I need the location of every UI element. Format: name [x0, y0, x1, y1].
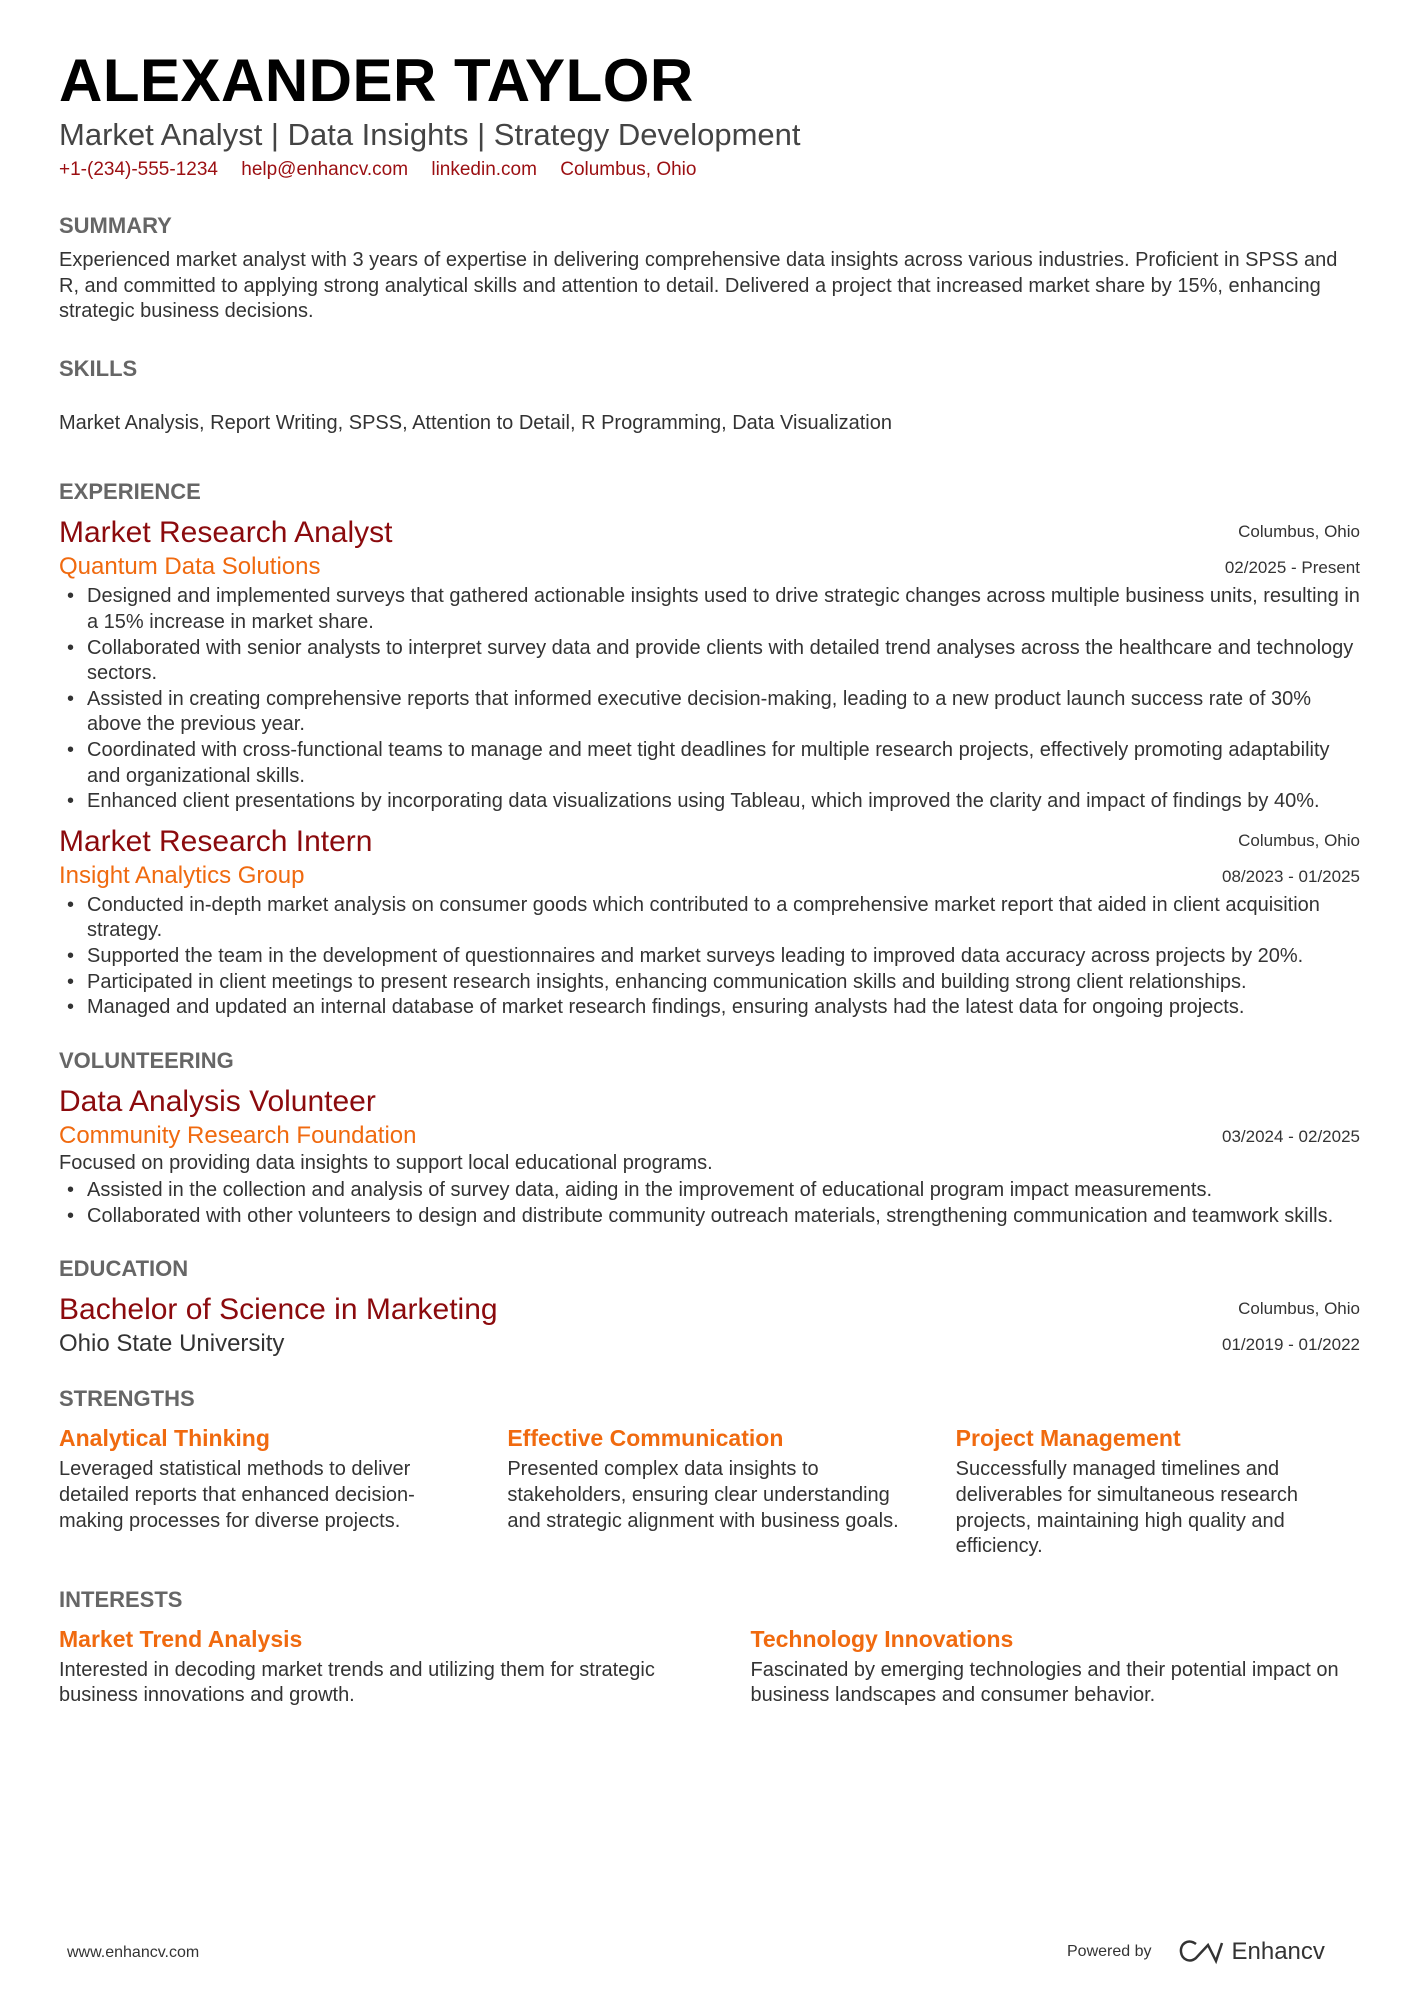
- strength-title: Project Management: [955, 1425, 1181, 1452]
- strength-text: Presented complex data insights to stakeholders, ensuring clear understanding and strategic alignment with business goals.: [507, 1458, 899, 1532]
- education-entry: [59, 1291, 1360, 1359]
- job-bullets: [59, 584, 1360, 814]
- school: Ohio State University: [59, 1330, 285, 1358]
- strength-title: Effective Communication: [507, 1425, 784, 1452]
- bullet: • Enhanced client presentations by incorporating data visualizations using Tableau, which improved the clarity and impact of findings by 40%.: [59, 789, 1360, 815]
- section-heading-strengths: STRENGTHS: [59, 1386, 195, 1412]
- job-bullets: [59, 893, 1360, 1021]
- job-location: Columbus, Ohio: [1238, 522, 1360, 542]
- bullet: • Assisted in the collection and analysis of survey data, aiding in the improvement of educational program impact measurements.: [59, 1178, 1360, 1204]
- volunteer-entry: [59, 1083, 1360, 1230]
- job-entry: [59, 823, 1360, 1021]
- volunteer-dates: 03/2024 - 02/2025: [1221, 1126, 1360, 1146]
- job-title: Market Research Analyst: [59, 516, 393, 550]
- education-location: Columbus, Ohio: [1238, 1299, 1360, 1319]
- job-dates: 08/2023 - 01/2025: [1221, 866, 1360, 886]
- section-heading-volunteering: VOLUNTEERING: [59, 1047, 234, 1073]
- interest-item: [751, 1624, 1361, 1709]
- bullet: • Conducted in-depth market analysis on consumer goods which contributed to a comprehensive market report that aided in client acquisition strategy.: [59, 893, 1360, 944]
- section-heading-summary: SUMMARY: [59, 213, 172, 238]
- section-heading-interests: INTERESTS: [59, 1586, 183, 1612]
- skills-text: Market Analysis, Report Writing, SPSS, Attention to Detail, R Programming, Data Visualization: [59, 411, 892, 434]
- location: Columbus, Ohio: [560, 159, 697, 180]
- strengths-grid: [59, 1423, 1360, 1559]
- strength-text: Successfully managed timelines and deliverables for simultaneous research projects, maintaining high quality and efficiency.: [955, 1458, 1299, 1558]
- phone[interactable]: +1-(234)-555-1234: [59, 159, 218, 180]
- job-title: Market Research Intern: [59, 824, 373, 858]
- bullet: • Participated in client meetings to present research insights, enhancing communication skills and building strong client relationships.: [59, 970, 1360, 996]
- bullet: • Assisted in creating comprehensive reports that informed executive decision-making, leading to a new product launch success rate of 30% above the previous year.: [59, 687, 1360, 738]
- summary-text: Experienced market analyst with 3 years of expertise in delivering comprehensive data insights across various industries. Proficient in SPSS and R, and committed to applying strong analytical skills and attention to detail. Delivered a project that increased market share by 15%, enhancing strategic business decisions.: [59, 249, 1338, 323]
- company-name: Insight Analytics Group: [59, 861, 305, 889]
- volunteer-title: Data Analysis Volunteer: [59, 1084, 376, 1118]
- interest-text: Fascinated by emerging technologies and their potential impact on business landscapes and consumer behavior.: [750, 1658, 1339, 1707]
- resume: [59, 48, 1360, 1709]
- company-name: Quantum Data Solutions: [59, 553, 321, 581]
- job-dates: 02/2025 - Present: [1224, 558, 1360, 578]
- volunteer-bullets: [59, 1178, 1360, 1229]
- interest-title: Technology Innovations: [750, 1625, 1014, 1652]
- candidate-name: ALEXANDER TAYLOR: [59, 47, 694, 114]
- headline: Market Analyst | Data Insights | Strategy Development: [59, 117, 801, 152]
- strength-item: [59, 1423, 463, 1559]
- section-heading-experience: EXPERIENCE: [59, 479, 201, 505]
- strength-title: Analytical Thinking: [59, 1425, 270, 1452]
- volunteer-description: Focused on providing data insights to support local educational programs.: [59, 1151, 713, 1174]
- bullet: • Collaborated with senior analysts to interpret survey data and provide clients with detailed trend analyses across the healthcare and technology sectors.: [59, 636, 1360, 687]
- interest-title: Market Trend Analysis: [59, 1625, 303, 1652]
- bullet: • Collaborated with other volunteers to design and distribute community outreach materials, strengthening communication and teamwork skills.: [59, 1204, 1360, 1230]
- job-location: Columbus, Ohio: [1238, 830, 1360, 850]
- section-heading-skills: SKILLS: [59, 355, 138, 381]
- footer-website[interactable]: www.enhancv.com: [67, 1944, 200, 1961]
- brand-name: Enhancv: [1231, 1938, 1325, 1965]
- interests-grid: [59, 1624, 1360, 1709]
- bullet: • Coordinated with cross-functional teams to manage and meet tight deadlines for multiple research projects, effectively promoting adaptability and organizational skills.: [59, 738, 1360, 789]
- interest-item: [59, 1624, 669, 1709]
- email-link[interactable]: help@enhancv.com: [241, 159, 409, 180]
- strength-item: [507, 1423, 911, 1559]
- bullet: • Designed and implemented surveys that gathered actionable insights used to drive strategic changes across multiple business units, resulting in a 15% increase in market share.: [59, 584, 1360, 635]
- education-dates: 01/2019 - 01/2022: [1221, 1335, 1360, 1355]
- bullet: • Supported the team in the development of questionnaires and market surveys leading to improved data accuracy across projects by 20%.: [59, 944, 1360, 970]
- powered-by-label: Powered by: [1067, 1943, 1152, 1960]
- strength-item: [956, 1423, 1360, 1559]
- enhancv-logo-icon: [1178, 1939, 1224, 1965]
- footer-branding: [1067, 1938, 1325, 1966]
- job-entry: [59, 514, 1360, 814]
- volunteer-org: Community Research Foundation: [59, 1121, 417, 1149]
- linkedin-link[interactable]: linkedin.com: [431, 159, 537, 180]
- degree: Bachelor of Science in Marketing: [59, 1293, 498, 1327]
- interest-text: Interested in decoding market trends and utilizing them for strategic business innovations and growth.: [59, 1658, 655, 1707]
- bullet: • Managed and updated an internal database of market research findings, ensuring analysts had the latest data for ongoing projects.: [59, 995, 1360, 1021]
- contact-info: [59, 158, 1360, 182]
- strength-text: Leveraged statistical methods to deliver detailed reports that enhanced decision-making processes for diverse projects.: [59, 1458, 415, 1532]
- section-heading-education: EDUCATION: [59, 1256, 189, 1282]
